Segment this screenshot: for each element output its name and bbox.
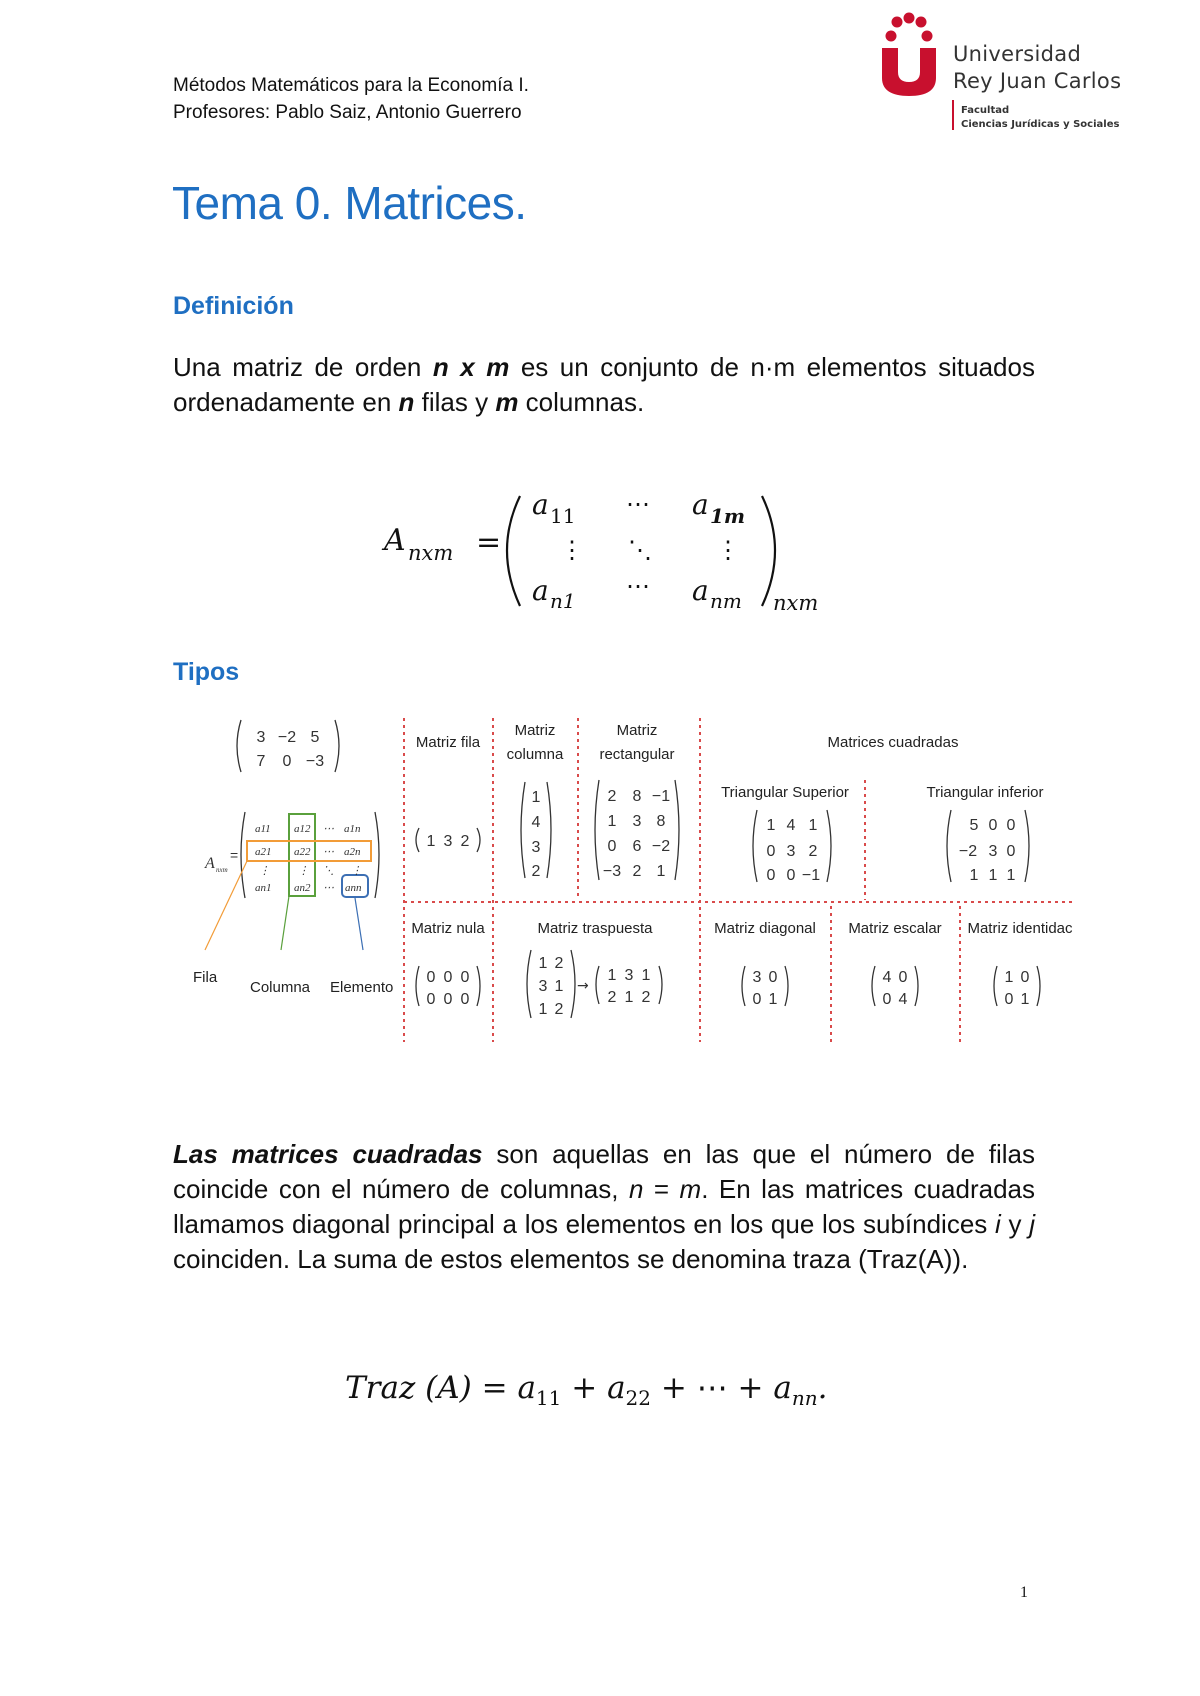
anatomy-cell: an2 <box>294 882 311 894</box>
matrix-types-figure <box>185 710 1080 1050</box>
faculty-line2: Ciencias Jurídicas y Sociales <box>961 119 1120 130</box>
matrix-cell: 0 <box>1006 843 1016 860</box>
definition-text: columnas. <box>518 387 645 417</box>
trace-sub: nn <box>791 1386 818 1411</box>
matrix-cell: 5 <box>969 817 979 834</box>
anatomy-cell: a11 <box>255 823 271 835</box>
formula-vdots: ⋮ <box>560 536 584 564</box>
heading-definicion: Definición <box>173 292 294 320</box>
matrix-cell: 4 <box>882 969 892 986</box>
label-elemento: Elemento <box>330 979 394 996</box>
anatomy-cell: a2n <box>344 846 361 858</box>
matrix-triangular-inferior <box>947 810 1029 884</box>
square-text: son aquellas en las que el número de filas coincide con el número de columnas, <box>173 1139 1035 1204</box>
matrix-cell: −2 <box>651 838 671 855</box>
formula-a11: a <box>532 488 549 521</box>
matrix-cell: 1 <box>766 817 776 834</box>
matrix-cell: 2 <box>607 788 617 805</box>
anatomy-cell: a12 <box>294 823 311 835</box>
matrix-cell: 0 <box>607 838 617 855</box>
matrix-cell: 1 <box>531 789 541 806</box>
formula-hdots: ⋯ <box>626 490 650 518</box>
matrix-columna <box>521 782 551 880</box>
matrix-cell: 8 <box>656 813 666 830</box>
label-matrices-cuadradas: Matrices cuadradas <box>827 734 959 751</box>
matrix-cell: 3 <box>624 967 634 984</box>
matrix-escalar <box>872 966 918 1008</box>
label-matriz-columna: Matriz <box>514 722 556 739</box>
anatomy-cell: a1n <box>344 823 361 835</box>
matrix-cell: 2 <box>554 1001 564 1018</box>
label-matriz-traspuesta: Matriz traspuesta <box>537 920 653 937</box>
heading-tipos: Tipos <box>173 658 240 686</box>
label-columna: Columna <box>250 979 311 996</box>
label-matriz-columna: columna <box>506 746 564 763</box>
trace-term: a <box>607 1370 626 1406</box>
matrix-cell: 6 <box>632 838 642 855</box>
matrix-cell: 2 <box>641 989 651 1006</box>
definition-m: m <box>495 387 519 417</box>
matrix-cell: 1 <box>1006 867 1016 884</box>
label-fila: Fila <box>193 969 218 986</box>
matrix-cell: 0 <box>768 969 778 986</box>
matrix-cell: 1 <box>607 967 617 984</box>
matrix-cell: 1 <box>808 817 818 834</box>
definition-x: x <box>448 352 487 382</box>
anatomy-cell: ⋮ <box>298 865 309 877</box>
document-header <box>173 72 529 126</box>
matrix-cell: −1 <box>651 788 671 805</box>
anatomy-cell: a21 <box>255 846 272 858</box>
transpose-arrow-icon: → <box>577 978 589 994</box>
matrix-cell: 2 <box>554 955 564 972</box>
label-matriz-identidad: Matriz identidac <box>967 920 1073 937</box>
matrix-cell: −2 <box>958 843 978 860</box>
matrix-cell: 0 <box>882 991 892 1008</box>
matrix-cell: 0 <box>988 817 998 834</box>
trace-term: a <box>773 1370 792 1406</box>
matrix-cell: 2 <box>531 863 541 880</box>
matrix-fila <box>416 828 480 852</box>
page-number: 1 <box>1020 1584 1028 1601</box>
formula-lhs-sub: nxm <box>408 541 454 565</box>
matrix-cell: 0 <box>898 969 908 986</box>
formula-a11-sub: 11 <box>550 504 576 528</box>
square-matrices-paragraph <box>173 1137 1035 1277</box>
matrix-cell: 5 <box>310 729 320 746</box>
matrix-cell: −2 <box>277 729 297 746</box>
formula-a1m: a <box>692 488 709 521</box>
svg-text:=: = <box>230 847 239 863</box>
matrix-cell: −1 <box>801 867 821 884</box>
square-text: . En las matrices cuadradas llamamos diagonal principal a los elementos en los que los subíndices <box>173 1174 1035 1239</box>
matrix-cell: 0 <box>460 991 470 1008</box>
matrix-cell: 0 <box>766 843 776 860</box>
professors-line: Profesores: Pablo Saiz, Antonio Guerrero <box>173 102 522 123</box>
matrix-cell: 0 <box>786 867 796 884</box>
square-n: n <box>628 1174 644 1204</box>
formula-right-paren <box>762 496 775 606</box>
matrix-cell: 0 <box>766 867 776 884</box>
fila-arrow <box>205 861 247 950</box>
matrix-identidad <box>994 966 1040 1008</box>
trace-end: . <box>817 1370 828 1406</box>
label-matriz-nula: Matriz nula <box>411 920 485 937</box>
matrix-cell: 1 <box>1004 969 1014 986</box>
matrix-cell: 0 <box>426 969 436 986</box>
trace-plus: + <box>727 1370 774 1406</box>
matrix-cell: 0 <box>460 969 470 986</box>
formula-a1m-sub: 1m <box>710 504 746 528</box>
matrix-cell: 3 <box>988 843 998 860</box>
matrix-cell: 1 <box>538 955 548 972</box>
anatomy-cell: ⋯ <box>323 823 334 835</box>
matrix-cell: 4 <box>898 991 908 1008</box>
example-matrix <box>237 720 339 772</box>
matrix-cell: 0 <box>282 753 292 770</box>
formula-an1: a <box>532 574 549 607</box>
trace-formula <box>345 1370 827 1410</box>
formula-an1-sub: n1 <box>550 589 576 613</box>
matrix-cell: 1 <box>426 833 436 850</box>
square-j: j <box>1029 1209 1035 1239</box>
matrix-cell: 1 <box>641 967 651 984</box>
matrix-diagonal <box>742 966 788 1008</box>
matrix-cell: 2 <box>460 833 470 850</box>
square-y: y <box>1000 1209 1030 1239</box>
matrix-cell: 3 <box>752 969 762 986</box>
matrix-cell: 0 <box>1020 969 1030 986</box>
matrix-cell: 2 <box>632 863 642 880</box>
matrix-cell: 1 <box>988 867 998 884</box>
matrix-cell: 1 <box>656 863 666 880</box>
anatomy-lhs-sub: nxm <box>216 866 228 874</box>
matrix-cell: −3 <box>305 753 325 770</box>
definition-n: n <box>432 352 449 382</box>
matrix-cell: 3 <box>531 839 541 856</box>
anatomy-lhs: A <box>205 855 215 872</box>
matrix-cell: 0 <box>1006 817 1016 834</box>
matrix-cell: 0 <box>752 991 762 1008</box>
anatomy-cell: ⋯ <box>323 846 334 858</box>
label-triangular-superior: Triangular Superior <box>721 784 849 801</box>
formula-anm-sub: nm <box>710 589 742 613</box>
formula-equals: = <box>476 525 502 560</box>
matrix-nula <box>416 966 480 1008</box>
course-name: Métodos Matemáticos para la Economía I. <box>173 75 529 96</box>
matrix-cell: 3 <box>538 978 548 995</box>
square-i: i <box>995 1209 1001 1239</box>
matrix-cell: 3 <box>256 729 266 746</box>
label-triangular-inferior: Triangular inferior <box>926 784 1044 801</box>
faculty-line1: Facultad <box>961 105 1010 116</box>
formula-hdots: ⋯ <box>626 572 650 600</box>
matrix-cell: 8 <box>632 788 642 805</box>
definition-text: filas y <box>414 387 496 417</box>
definition-paragraph <box>173 350 1035 420</box>
matrix-cell: 0 <box>443 991 453 1008</box>
label-matriz-fila: Matriz fila <box>415 734 481 751</box>
formula-left-paren <box>507 496 520 606</box>
university-name-line1: Universidad <box>953 42 1082 66</box>
formula-vdots: ⋮ <box>716 536 740 564</box>
anatomy-cell: ⋮ <box>259 865 270 877</box>
square-bold-phrase: Las matrices cuadradas <box>173 1139 483 1169</box>
formula-ddots: ⋱ <box>628 536 652 564</box>
trace-term: a <box>517 1370 536 1406</box>
formula-outer-sub: nxm <box>773 591 819 615</box>
matrix-cell: 2 <box>607 989 617 1006</box>
matrix-cell: 4 <box>531 814 541 831</box>
trace-sub: 11 <box>535 1386 562 1411</box>
matrix-cell: 1 <box>624 989 634 1006</box>
label-matriz-rectangular: rectangular <box>599 746 675 763</box>
matrix-cell: 1 <box>768 991 778 1008</box>
university-name-line2: Rey Juan Carlos <box>953 69 1122 93</box>
definition-text: es un conjunto de n·m elementos situados ordenadamente en <box>173 352 1035 417</box>
matrix-cell: 3 <box>632 813 642 830</box>
matrix-triangular-superior <box>753 810 831 884</box>
matrix-cell: 0 <box>426 991 436 1008</box>
trace-sub: 22 <box>625 1386 651 1411</box>
matrix-definition-formula <box>370 480 870 620</box>
trace-dots: ⋯ <box>696 1370 728 1406</box>
square-m: m <box>679 1174 702 1204</box>
anatomy-cell: a22 <box>294 846 311 858</box>
square-text: coinciden. La suma de estos elementos se denomina traza (Traz(A)). <box>173 1244 969 1274</box>
trace-plus: + <box>651 1370 697 1406</box>
matrix-cell: 2 <box>808 843 818 860</box>
matrix-cell: 1 <box>538 1001 548 1018</box>
label-matriz-escalar: Matriz escalar <box>848 920 942 937</box>
label-matriz-diagonal: Matriz diagonal <box>714 920 816 937</box>
formula-anm: a <box>692 574 709 607</box>
matrix-cell: 3 <box>443 833 453 850</box>
formula-lhs: A <box>384 523 406 558</box>
label-matriz-rectangular: Matriz <box>616 722 658 739</box>
matrix-cell: 1 <box>554 978 564 995</box>
anatomy-cell: an1 <box>255 882 272 894</box>
matrix-cell: 1 <box>607 813 617 830</box>
university-logo <box>876 12 1148 134</box>
definition-n: n <box>398 387 415 417</box>
square-eq: = <box>643 1174 680 1204</box>
anatomy-cell: ann <box>345 882 362 894</box>
anatomy-cell: ⋯ <box>323 882 334 894</box>
trace-lhs: Traz (A) = <box>345 1370 518 1406</box>
matrix-cell: 0 <box>443 969 453 986</box>
matrix-cell: 7 <box>256 753 266 770</box>
matrix-cell: −3 <box>602 863 622 880</box>
anatomy-cell: ⋱ <box>323 865 334 877</box>
matrix-cell: 3 <box>786 843 796 860</box>
matrix-rectangular <box>595 780 679 880</box>
matrix-cell: 0 <box>1004 991 1014 1008</box>
matrix-anatomy <box>193 812 393 996</box>
page-title: Tema 0. Matrices. <box>172 177 527 229</box>
elemento-arrow <box>355 898 363 950</box>
definition-text: Una matriz de orden <box>173 352 433 382</box>
matrix-cell: 1 <box>1020 991 1030 1008</box>
definition-m: m <box>486 352 510 382</box>
trace-plus: + <box>561 1370 608 1406</box>
matrix-cell: 4 <box>786 817 796 834</box>
matrix-cell: 1 <box>969 867 979 884</box>
anatomy-cell: ⋮ <box>351 865 362 877</box>
columna-arrow <box>281 896 289 950</box>
matrix-traspuesta <box>527 950 662 1018</box>
